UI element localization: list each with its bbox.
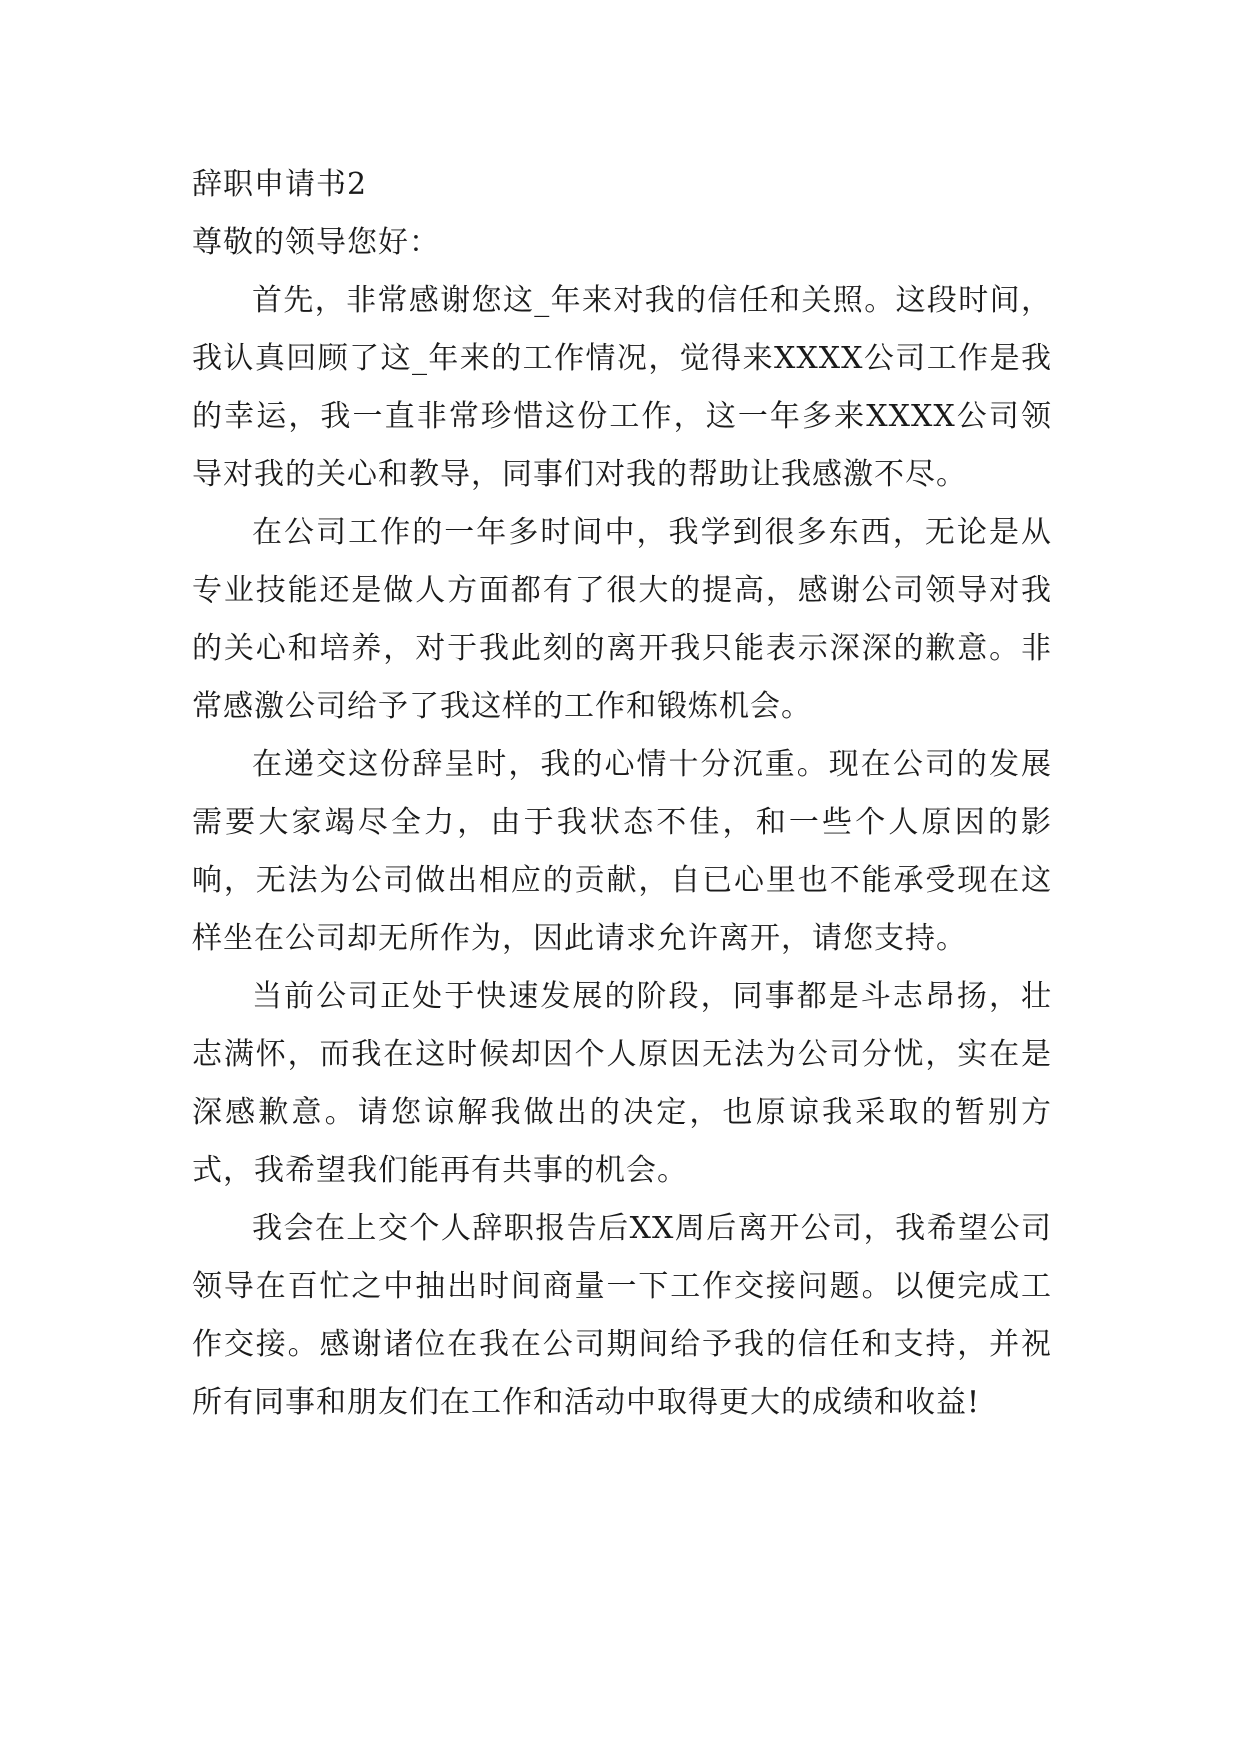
document-body (192, 156, 1052, 1432)
paragraph-4: 当前公司正处于快速发展的阶段，同事都是斗志昂扬，壮志满怀，而我在这时候却因个人原因无法为公司分忧，实在是深感歉意。请您谅解我做出的决定，也原谅我采取的暂别方式，我希望我们能再有共事的机会。 (192, 979, 1052, 1188)
paragraph-3: 在递交这份辞呈时，我的心情十分沉重。现在公司的发展需要大家竭尽全力，由于我状态不佳，和一些个人原因的影响，无法为公司做出相应的贡献，自已心里也不能承受现在这样坐在公司却无所作为，因此请求允许离开，请您支持。 (192, 747, 1052, 956)
paragraph-2: 在公司工作的一年多时间中，我学到很多东西，无论是从专业技能还是做人方面都有了很大的提高，感谢公司领导对我的关心和培养，对于我此刻的离开我只能表示深深的歉意。非常感激公司给予了我这样的工作和锻炼机会。 (192, 515, 1052, 724)
salutation: 尊敬的领导您好： (192, 225, 440, 260)
document-title: 辞职申请书2 (192, 167, 368, 202)
paragraph-5: 我会在上交个人辞职报告后XX周后离开公司，我希望公司领导在百忙之中抽出时间商量一下工作交接问题。以便完成工作交接。感谢诸位在我在公司期间给予我的信任和支持，并祝所有同事和朋友们在工作和活动中取得更大的成绩和收益! (192, 1211, 1052, 1420)
paragraph-1: 首先，非常感谢您这_年来对我的信任和关照。这段时间，我认真回顾了这_年来的工作情况，觉得来XXXX公司工作是我的幸运，我一直非常珍惜这份工作，这一年多来XXXX公司领导对我的关心和教导，同事们对我的帮助让我感激不尽。 (192, 283, 1052, 492)
